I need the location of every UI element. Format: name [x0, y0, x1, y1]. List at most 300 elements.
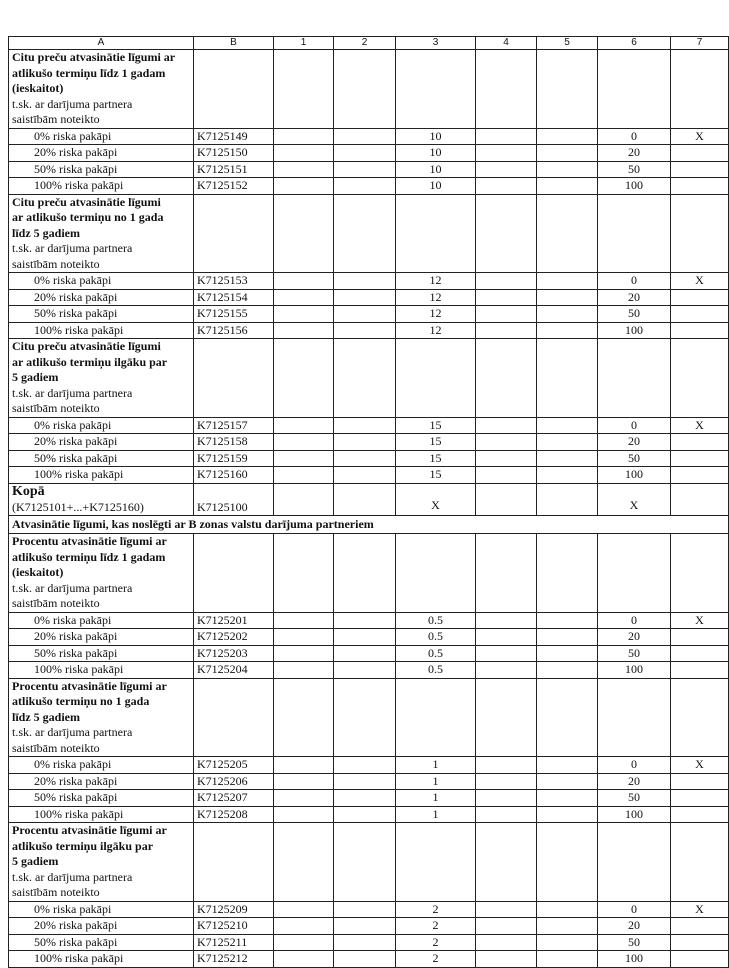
row-c6: 50 [598, 306, 671, 323]
empty-cell [194, 534, 274, 613]
row-c5 [537, 934, 598, 951]
row-c2 [334, 128, 396, 145]
group-subtitle-line: t.sk. ar darījuma partnera [12, 725, 133, 739]
row-c5 [537, 467, 598, 484]
table-row [9, 757, 729, 774]
row-c7 [671, 306, 729, 323]
group-title-cell [9, 534, 194, 613]
row-code: K7125153 [194, 273, 274, 290]
row-c2 [334, 662, 396, 679]
table-row [9, 662, 729, 679]
row-c3: 1 [396, 806, 476, 823]
row-c1 [274, 645, 334, 662]
row-c3: 1 [396, 773, 476, 790]
row-c2 [334, 450, 396, 467]
total-label-cell [9, 483, 194, 516]
row-c4 [476, 773, 537, 790]
row-c3: 10 [396, 145, 476, 162]
col-header-2: 2 [334, 37, 396, 50]
row-c6: 20 [598, 289, 671, 306]
row-c2 [334, 790, 396, 807]
row-label: 100% riska pakāpi [9, 662, 194, 679]
row-c3: 10 [396, 128, 476, 145]
row-c4 [476, 161, 537, 178]
row-label: 50% riska pakāpi [9, 790, 194, 807]
empty-cell [598, 534, 671, 613]
row-label: 50% riska pakāpi [9, 934, 194, 951]
row-c5 [537, 128, 598, 145]
table-row [9, 434, 729, 451]
group-title-line: atlikušo termiņu ilgāku par [12, 838, 154, 853]
row-c4 [476, 450, 537, 467]
row-c4 [476, 417, 537, 434]
row-c1 [274, 434, 334, 451]
row-label: 50% riska pakāpi [9, 450, 194, 467]
row-c6: 100 [598, 951, 671, 968]
group-title-line: 5 gadiem [12, 854, 59, 868]
empty-cell [274, 678, 334, 757]
table-row [9, 612, 729, 629]
group-title-cell [9, 678, 194, 757]
row-label: 0% riska pakāpi [9, 757, 194, 774]
empty-cell [598, 194, 671, 273]
table-row [9, 289, 729, 306]
row-c1 [274, 934, 334, 951]
empty-cell [334, 50, 396, 129]
row-c1 [274, 918, 334, 935]
row-label: 20% riska pakāpi [9, 289, 194, 306]
empty-cell [598, 678, 671, 757]
row-c3: 0.5 [396, 645, 476, 662]
row-c3: 12 [396, 273, 476, 290]
row-c3: 15 [396, 434, 476, 451]
empty-cell [598, 823, 671, 902]
row-c3: 0.5 [396, 629, 476, 646]
col-header-a: A [9, 37, 194, 50]
row-c7: X [671, 901, 729, 918]
row-c1 [274, 757, 334, 774]
row-c4 [476, 757, 537, 774]
row-c7 [671, 161, 729, 178]
row-c5 [537, 289, 598, 306]
row-label: 20% riska pakāpi [9, 918, 194, 935]
row-c2 [334, 467, 396, 484]
row-c4 [476, 128, 537, 145]
row-c7 [671, 178, 729, 195]
row-code: K7125206 [194, 773, 274, 790]
group-title-line: Procentu atvasinātie līgumi ar [12, 678, 167, 693]
group-header-row [9, 339, 729, 418]
row-c4 [476, 612, 537, 629]
row-c4 [476, 322, 537, 339]
empty-cell [476, 534, 537, 613]
row-c1 [274, 467, 334, 484]
group-subtitle-line: saistībām noteikto [12, 401, 100, 415]
empty-cell [396, 50, 476, 129]
row-c6: 20 [598, 434, 671, 451]
table-row [9, 128, 729, 145]
row-c7 [671, 645, 729, 662]
row-c6: 50 [598, 790, 671, 807]
empty-cell [671, 339, 729, 418]
total-code: K7125100 [194, 483, 274, 516]
row-c5 [537, 161, 598, 178]
row-c4 [476, 467, 537, 484]
row-c4 [476, 918, 537, 935]
row-label: 0% riska pakāpi [9, 901, 194, 918]
row-code: K7125212 [194, 951, 274, 968]
row-c7: X [671, 757, 729, 774]
table-row [9, 161, 729, 178]
row-c5 [537, 951, 598, 968]
row-c1 [274, 161, 334, 178]
row-c4 [476, 145, 537, 162]
empty-cell [194, 50, 274, 129]
row-c2 [334, 322, 396, 339]
table-row [9, 901, 729, 918]
row-label: 20% riska pakāpi [9, 773, 194, 790]
table-row [9, 918, 729, 935]
row-c5 [537, 450, 598, 467]
row-c7 [671, 918, 729, 935]
total-c2 [334, 483, 396, 516]
column-header-row [9, 37, 729, 50]
group-title-cell [9, 50, 194, 129]
row-c6: 100 [598, 178, 671, 195]
row-c2 [334, 306, 396, 323]
row-code: K7125159 [194, 450, 274, 467]
total-row-group [9, 483, 729, 534]
row-c5 [537, 662, 598, 679]
row-label: 100% riska pakāpi [9, 467, 194, 484]
empty-cell [334, 823, 396, 902]
section-title: Atvasinātie līgumi, kas noslēgti ar B zonas valstu darījuma partneriem [9, 516, 729, 534]
empty-cell [671, 823, 729, 902]
col-header-b: B [194, 37, 274, 50]
row-code: K7125152 [194, 178, 274, 195]
group-title-line: Citu preču atvasinātie līgumi ar [12, 50, 176, 64]
table-row [9, 806, 729, 823]
group-title-line: Citu preču atvasinātie līgumi [12, 339, 161, 353]
row-c2 [334, 951, 396, 968]
empty-cell [396, 823, 476, 902]
row-code: K7125202 [194, 629, 274, 646]
row-c7 [671, 467, 729, 484]
row-label: 0% riska pakāpi [9, 128, 194, 145]
row-c7 [671, 790, 729, 807]
row-c7 [671, 145, 729, 162]
empty-cell [537, 339, 598, 418]
row-c3: 15 [396, 467, 476, 484]
row-c3: 10 [396, 178, 476, 195]
row-c7 [671, 934, 729, 951]
empty-cell [334, 534, 396, 613]
row-c4 [476, 645, 537, 662]
group-title-line: atlikušo termiņu līdz 1 gadam [12, 65, 166, 80]
empty-cell [671, 50, 729, 129]
empty-cell [194, 339, 274, 418]
row-c2 [334, 178, 396, 195]
empty-cell [396, 534, 476, 613]
table-row [9, 629, 729, 646]
row-c3: 10 [396, 161, 476, 178]
row-code: K7125157 [194, 417, 274, 434]
group-title-line: (ieskaitot) [12, 81, 64, 95]
row-c6: 20 [598, 918, 671, 935]
group-subtitle-line: saistībām noteikto [12, 256, 100, 271]
row-label: 0% riska pakāpi [9, 612, 194, 629]
row-c1 [274, 289, 334, 306]
row-c3: 2 [396, 934, 476, 951]
table-body-part-b [9, 534, 729, 968]
row-c5 [537, 629, 598, 646]
row-c6: 50 [598, 934, 671, 951]
empty-cell [334, 194, 396, 273]
row-c6: 50 [598, 450, 671, 467]
row-label: 0% riska pakāpi [9, 417, 194, 434]
row-c1 [274, 901, 334, 918]
row-c5 [537, 806, 598, 823]
row-c5 [537, 918, 598, 935]
row-c4 [476, 289, 537, 306]
row-code: K7125158 [194, 434, 274, 451]
table-row [9, 645, 729, 662]
row-c7 [671, 322, 729, 339]
row-c6: 0 [598, 901, 671, 918]
row-c2 [334, 934, 396, 951]
row-c3: 12 [396, 289, 476, 306]
group-title-line: atlikušo termiņu no 1 gada [12, 694, 150, 708]
group-title-line: Procentu atvasinātie līgumi ar [12, 823, 167, 837]
row-c6: 20 [598, 773, 671, 790]
row-c6: 50 [598, 645, 671, 662]
group-subtitle-line: saistībām noteikto [12, 112, 100, 126]
row-label: 20% riska pakāpi [9, 629, 194, 646]
row-c7 [671, 773, 729, 790]
row-c2 [334, 645, 396, 662]
row-code: K7125150 [194, 145, 274, 162]
row-c3: 1 [396, 790, 476, 807]
row-c6: 100 [598, 467, 671, 484]
row-c5 [537, 773, 598, 790]
row-c1 [274, 951, 334, 968]
row-c5 [537, 417, 598, 434]
row-c4 [476, 806, 537, 823]
row-code: K7125209 [194, 901, 274, 918]
row-c6: 20 [598, 629, 671, 646]
empty-cell [537, 823, 598, 902]
group-subtitle-line: t.sk. ar darījuma partnera [12, 580, 133, 595]
total-title: Kopā [12, 483, 45, 499]
group-title-cell [9, 823, 194, 902]
empty-cell [598, 339, 671, 418]
row-c5 [537, 306, 598, 323]
empty-cell [274, 823, 334, 902]
row-c1 [274, 773, 334, 790]
empty-cell [476, 339, 537, 418]
row-c5 [537, 757, 598, 774]
row-c1 [274, 629, 334, 646]
row-code: K7125205 [194, 757, 274, 774]
row-code: K7125151 [194, 161, 274, 178]
row-label: 100% riska pakāpi [9, 806, 194, 823]
group-subtitle-line: saistībām noteikto [12, 740, 100, 755]
row-c1 [274, 145, 334, 162]
group-title-line: 5 gadiem [12, 370, 59, 384]
row-label: 20% riska pakāpi [9, 434, 194, 451]
row-c5 [537, 273, 598, 290]
row-c4 [476, 306, 537, 323]
col-header-5: 5 [537, 37, 598, 50]
empty-cell [671, 194, 729, 273]
row-c1 [274, 322, 334, 339]
row-c1 [274, 662, 334, 679]
row-c3: 2 [396, 951, 476, 968]
empty-cell [537, 50, 598, 129]
row-label: 50% riska pakāpi [9, 306, 194, 323]
group-subtitle-line: t.sk. ar darījuma partnera [12, 241, 133, 255]
row-c6: 0 [598, 757, 671, 774]
table-row [9, 467, 729, 484]
col-header-6: 6 [598, 37, 671, 50]
row-c6: 100 [598, 322, 671, 339]
row-c5 [537, 901, 598, 918]
row-code: K7125154 [194, 289, 274, 306]
row-c2 [334, 434, 396, 451]
row-label: 100% riska pakāpi [9, 951, 194, 968]
row-label: 100% riska pakāpi [9, 178, 194, 195]
group-header-row [9, 678, 729, 757]
total-c1 [274, 483, 334, 516]
row-c2 [334, 806, 396, 823]
row-c4 [476, 790, 537, 807]
row-code: K7125160 [194, 467, 274, 484]
row-code: K7125211 [194, 934, 274, 951]
row-c7 [671, 289, 729, 306]
empty-cell [476, 823, 537, 902]
empty-cell [334, 339, 396, 418]
row-code: K7125156 [194, 322, 274, 339]
row-label: 50% riska pakāpi [9, 161, 194, 178]
empty-cell [396, 339, 476, 418]
row-c3: 12 [396, 306, 476, 323]
row-c3: 12 [396, 322, 476, 339]
row-code: K7125208 [194, 806, 274, 823]
group-subtitle-line: t.sk. ar darījuma partnera [12, 869, 133, 884]
row-c5 [537, 145, 598, 162]
empty-cell [274, 534, 334, 613]
row-c7 [671, 434, 729, 451]
row-code: K7125201 [194, 612, 274, 629]
row-c2 [334, 918, 396, 935]
row-c6: 100 [598, 806, 671, 823]
row-c4 [476, 178, 537, 195]
group-title-line: ar atlikušo termiņu ilgāku par [12, 354, 168, 369]
row-code: K7125210 [194, 918, 274, 935]
row-c1 [274, 273, 334, 290]
empty-cell [194, 823, 274, 902]
table-row [9, 951, 729, 968]
row-c7 [671, 629, 729, 646]
row-c1 [274, 128, 334, 145]
row-c7 [671, 951, 729, 968]
row-c7: X [671, 128, 729, 145]
row-c4 [476, 934, 537, 951]
group-title-line: (ieskaitot) [12, 565, 64, 579]
total-row [9, 483, 729, 516]
row-label: 20% riska pakāpi [9, 145, 194, 162]
group-title-line: līdz 5 gadiem [12, 225, 80, 240]
table-row [9, 417, 729, 434]
table-row [9, 306, 729, 323]
group-title-line: līdz 5 gadiem [12, 709, 80, 724]
row-c6: 50 [598, 161, 671, 178]
row-c3: 0.5 [396, 662, 476, 679]
row-c1 [274, 612, 334, 629]
row-c3: 15 [396, 450, 476, 467]
empty-cell [476, 50, 537, 129]
empty-cell [396, 194, 476, 273]
row-c2 [334, 417, 396, 434]
row-c3: 2 [396, 918, 476, 935]
empty-cell [671, 534, 729, 613]
table-row [9, 273, 729, 290]
group-subtitle-line: t.sk. ar darījuma partnera [12, 385, 133, 400]
table-row [9, 145, 729, 162]
group-title-cell [9, 339, 194, 418]
empty-cell [334, 678, 396, 757]
empty-cell [194, 678, 274, 757]
empty-cell [671, 678, 729, 757]
row-c5 [537, 790, 598, 807]
row-c6: 100 [598, 662, 671, 679]
group-subtitle-line: saistībām noteikto [12, 596, 100, 610]
row-c7: X [671, 273, 729, 290]
group-subtitle-line: t.sk. ar darījuma partnera [12, 96, 133, 111]
row-c4 [476, 434, 537, 451]
row-code: K7125203 [194, 645, 274, 662]
row-c7 [671, 662, 729, 679]
row-c7 [671, 806, 729, 823]
total-c7 [671, 483, 729, 516]
row-c6: 0 [598, 612, 671, 629]
group-title-line: atlikušo termiņu līdz 1 gadam [12, 549, 166, 564]
row-c5 [537, 645, 598, 662]
row-code: K7125155 [194, 306, 274, 323]
table-row [9, 178, 729, 195]
group-subtitle-line: saistībām noteikto [12, 885, 100, 899]
row-c1 [274, 178, 334, 195]
table-row [9, 322, 729, 339]
table-row [9, 450, 729, 467]
col-header-3: 3 [396, 37, 476, 50]
col-header-7: 7 [671, 37, 729, 50]
row-c2 [334, 901, 396, 918]
section-title-row [9, 516, 729, 534]
empty-cell [274, 339, 334, 418]
total-c6: X [598, 483, 671, 516]
row-c5 [537, 612, 598, 629]
group-title-line: ar atlikušo termiņu no 1 gada [12, 210, 164, 224]
row-c7 [671, 450, 729, 467]
row-label: 0% riska pakāpi [9, 273, 194, 290]
empty-cell [537, 194, 598, 273]
group-header-row [9, 823, 729, 902]
row-c4 [476, 901, 537, 918]
row-c5 [537, 434, 598, 451]
table-row [9, 934, 729, 951]
group-title-line: Procentu atvasinātie līgumi ar [12, 534, 167, 548]
